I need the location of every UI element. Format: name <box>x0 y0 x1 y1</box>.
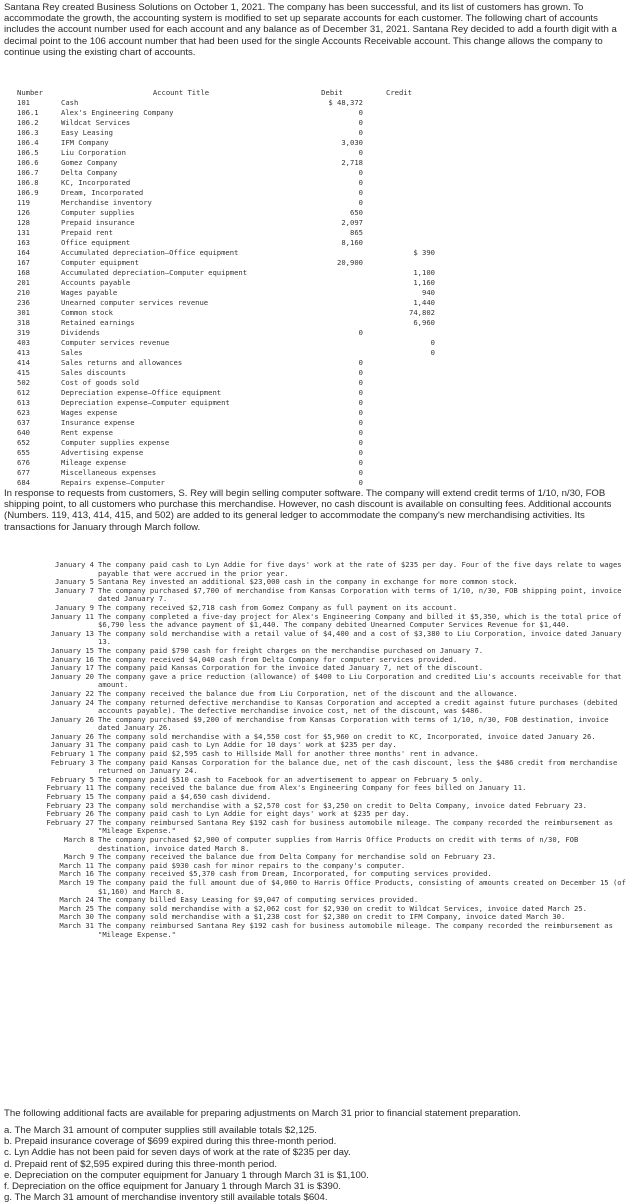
debit-value: 0 <box>358 188 363 197</box>
account-title: Rent expense <box>61 428 113 437</box>
account-number: 163 <box>17 238 30 247</box>
credit-value <box>363 188 435 198</box>
account-number: 613 <box>17 398 30 407</box>
table-row <box>17 478 437 488</box>
account-number: 164 <box>17 248 30 257</box>
credit-value <box>363 408 435 418</box>
credit-value <box>363 138 435 148</box>
account-title: Advertising expense <box>61 448 144 457</box>
debit-value: 0 <box>358 178 363 187</box>
transaction-item <box>4 630 630 647</box>
transaction-date: February 5 <box>50 774 94 784</box>
transaction-text: The company reimbursed Santana Rey $192 cash for business automobile mileage. The company recorded the reimbursement as "Mileage Expense." <box>98 817 613 836</box>
account-title: Sales discounts <box>61 368 126 377</box>
table-row <box>17 198 437 208</box>
transaction-text: The company returned defective merchandise to Kansas Corporation and accepted a credit against future purchases (debited accounts payable). The defective merchandise invoice cost, net of the discount, was $486. <box>98 697 618 716</box>
table-row <box>17 118 437 128</box>
adjustments-intro: The following additional facts are available for preparing adjustments on March 31 prior to financial statement preparation. <box>4 1108 521 1119</box>
account-title: Accumulated depreciation—Computer equipment <box>61 268 248 277</box>
debit-value: 2,718 <box>341 158 363 167</box>
table-row <box>17 388 437 398</box>
transaction-date: February 26 <box>46 809 94 819</box>
credit-value <box>363 328 435 338</box>
table-row <box>17 468 437 478</box>
transaction-text: The company billed Easy Leasing for $9,047 of computing services provided. <box>98 895 419 905</box>
table-row <box>17 418 437 428</box>
transaction-date: January 24 <box>50 697 94 707</box>
credit-value <box>363 128 435 138</box>
credit-value <box>363 228 435 238</box>
transaction-item <box>4 819 630 836</box>
account-title: Insurance expense <box>61 418 135 427</box>
transaction-text: The company sold merchandise with a $4,550 cost for $5,960 on credit to KC, Incorporated, invoice dated January 26. <box>98 731 596 741</box>
transaction-date: January 31 <box>50 740 94 750</box>
transaction-date: February 15 <box>46 792 94 802</box>
account-number: 502 <box>17 378 30 387</box>
table-row <box>17 168 437 178</box>
transaction-item <box>4 759 630 776</box>
account-number: 119 <box>17 198 30 207</box>
debit-value: 0 <box>358 428 363 437</box>
account-number: 676 <box>17 458 30 467</box>
debit-value: 0 <box>358 118 363 127</box>
header-credit: Credit <box>386 88 412 97</box>
account-title: Computer services revenue <box>61 338 170 347</box>
table-row <box>17 458 437 468</box>
credit-value <box>363 178 435 188</box>
header-number: Number <box>17 88 43 97</box>
transaction-date: January 16 <box>50 654 94 664</box>
account-number: 655 <box>17 448 30 457</box>
credit-value <box>363 218 435 228</box>
account-number: 403 <box>17 338 30 347</box>
transaction-date: March 19 <box>59 877 94 887</box>
account-title: Unearned computer services revenue <box>61 298 209 307</box>
transaction-date: February 27 <box>46 817 94 827</box>
credit-value: 6,960 <box>413 318 435 327</box>
credit-value <box>363 238 435 248</box>
account-title: IFM Company <box>61 138 109 147</box>
transaction-text: The company sold merchandise with a retail value of $4,400 and a cost of $3,380 to Liu Corporation, invoice dated January 13. <box>98 628 622 647</box>
transaction-date: February 11 <box>46 783 94 793</box>
table-row <box>17 248 437 258</box>
credit-value <box>363 438 435 448</box>
intro-paragraph: Santana Rey created Business Solutions on October 1, 2021. The company has been successful, and its list of customers has grown. To accommodate the growth, the accounting system is modified to set up separate accounts for each customer. The following chart of accounts includes the account number used for each account and any balance as of December 31, 2021. Santana Rey decided to add a fourth digit with a decimal point to the 106 account number that had been used for the single Accounts Receivable account. This change allows the company to continue using the existing chart of accounts. <box>4 2 617 58</box>
transaction-text: The company purchased $7,700 of merchandise from Kansas Corporation with terms of 1/10, n/30, FOB shipping point, invoice dated January 7. <box>98 585 622 604</box>
table-row <box>17 178 437 188</box>
table-row <box>17 278 437 288</box>
transaction-text: The company received $2,718 cash from Gomez Company as full payment on its account. <box>98 602 458 612</box>
transaction-text: The company received $4,040 cash from Delta Company for computer services provided. <box>98 654 458 664</box>
transaction-date: January 13 <box>50 628 94 638</box>
account-title: Sales returns and allowances <box>61 358 183 367</box>
account-number: 319 <box>17 328 30 337</box>
account-number: 677 <box>17 468 30 477</box>
table-row <box>17 108 437 118</box>
account-number: 131 <box>17 228 30 237</box>
transaction-text: The company gave a price reduction (allowance) of $400 to Liu Corporation and credited Liu's accounts receivable for that amount. <box>98 671 622 690</box>
account-title: Retained earnings <box>61 318 135 327</box>
account-number: 168 <box>17 268 30 277</box>
table-row <box>17 338 437 348</box>
transaction-date: February 23 <box>46 800 94 810</box>
table-row <box>17 148 437 158</box>
debit-value <box>301 338 363 348</box>
table-row <box>17 208 437 218</box>
debit-value: 0 <box>358 448 363 457</box>
account-title: Accounts payable <box>61 278 131 287</box>
table-row <box>17 228 437 238</box>
debit-value: 0 <box>358 468 363 477</box>
credit-value: 1,160 <box>413 278 435 287</box>
account-title: Depreciation expense—Office equipment <box>61 388 222 397</box>
adjustment-item: f. Depreciation on the office equipment for January 1 through March 31 is $390. <box>4 1181 341 1193</box>
account-number: 684 <box>17 478 30 487</box>
account-title: Sales <box>61 348 83 357</box>
transaction-date: March 16 <box>59 869 94 879</box>
debit-value: 0 <box>358 398 363 407</box>
account-title: Gomez Company <box>61 158 118 167</box>
account-title: Cost of goods sold <box>61 378 139 387</box>
account-number: 106.9 <box>17 188 39 197</box>
merchandising-paragraph: In response to requests from customers, S. Rey will begin selling computer software. The company will extend credit terms of 1/10, n/30, FOB shipping point, to all customers who purchase this merchandise. However, no cash discount is available on consulting fees. Additional accounts (Numbers. 119, 413, 414, 415, and 502) are added to its general ledger to accommodate the company's new merchandising activities. Its transactions for January through March follow. <box>4 488 612 533</box>
credit-value <box>363 368 435 378</box>
debit-value <box>301 298 363 308</box>
table-row <box>17 128 437 138</box>
transaction-item <box>4 699 630 716</box>
debit-value: $ 48,372 <box>328 98 363 107</box>
account-title: Merchandise inventory <box>61 198 152 207</box>
adjustment-item: g. The March 31 amount of merchandise inventory still available totals $604. <box>4 1192 328 1203</box>
debit-value: 0 <box>358 438 363 447</box>
debit-value: 0 <box>358 148 363 157</box>
debit-value <box>301 318 363 328</box>
debit-value: 0 <box>358 408 363 417</box>
account-number: 101 <box>17 98 30 107</box>
credit-value <box>363 98 435 108</box>
credit-value: 940 <box>422 288 435 297</box>
transaction-text: The company paid Kansas Corporation for the invoice dated January 7, net of the discount. <box>98 663 484 673</box>
debit-value <box>301 308 363 318</box>
table-row <box>17 408 437 418</box>
transaction-item <box>4 673 630 690</box>
adjustment-item: c. Lyn Addie has not been paid for seven days of work at the rate of $235 per day. <box>4 1147 351 1159</box>
table-row <box>17 218 437 228</box>
adjustment-item: d. Prepaid rent of $2,595 expired during this three-month period. <box>4 1158 278 1170</box>
transaction-text: The company received the balance due from Liu Corporation, net of the discount and the allowance. <box>98 688 518 698</box>
debit-value <box>301 248 363 258</box>
transaction-date: March 11 <box>59 860 94 870</box>
table-row <box>17 238 437 248</box>
account-title: Cash <box>61 98 79 107</box>
transaction-date: January 22 <box>50 688 94 698</box>
transaction-text: The company paid Kansas Corporation for the balance due, net of the cash discount, less the $486 credit from merchandise returned on January 24. <box>98 757 618 776</box>
transaction-date: March 8 <box>63 835 94 844</box>
credit-value: 1,440 <box>413 298 435 307</box>
debit-value: 650 <box>350 208 363 217</box>
table-row <box>17 368 437 378</box>
table-row <box>17 428 437 438</box>
debit-value <box>301 278 363 288</box>
transaction-text: The company reimbursed Santana Rey $192 cash for business automobile mileage. The company recorded the reimbursement as "Mileage Expense." <box>98 920 613 939</box>
account-number: 413 <box>17 348 30 357</box>
table-row <box>17 348 437 358</box>
transaction-text: The company received the balance due from Alex's Engineering Company for fees billed on January 11. <box>98 783 527 793</box>
account-number: 201 <box>17 278 30 287</box>
account-title: Wages payable <box>61 288 118 297</box>
debit-value: 2,097 <box>341 218 363 227</box>
debit-value <box>301 348 363 358</box>
account-title: Wildcat Services <box>61 118 131 127</box>
transaction-text: The company paid $510 cash to Facebook for an advertisement to appear on February 5 only. <box>98 774 484 784</box>
debit-value: 0 <box>358 128 363 137</box>
transaction-text: The company paid $2,595 cash to Hillside Mall for another three months' rent in advance. <box>98 749 479 759</box>
header-debit: Debit <box>321 88 343 97</box>
table-row <box>17 158 437 168</box>
account-number: 210 <box>17 288 30 297</box>
account-number: 106.1 <box>17 108 39 117</box>
account-number: 126 <box>17 208 30 217</box>
debit-value: 0 <box>358 168 363 177</box>
credit-value: 0 <box>430 348 435 357</box>
account-title: Delta Company <box>61 168 118 177</box>
transaction-text: The company purchased $2,900 of computer supplies from Harris Office Products on credit with terms of n/30, FOB destination, invoice dated March 8. <box>98 835 579 853</box>
transaction-date: January 17 <box>50 663 94 673</box>
transaction-text: The company paid cash to Lyn Addie for five days' work at the rate of $235 per day. Four of the five days relate to wages payable that were accrued in the prior year. <box>98 560 622 578</box>
credit-value <box>363 198 435 208</box>
adjustment-item: e. Depreciation on the computer equipment for January 1 through March 31 is $1,100. <box>4 1169 369 1181</box>
account-title: KC, Incorporated <box>61 178 131 187</box>
credit-value <box>363 458 435 468</box>
table-row <box>17 358 437 368</box>
account-number: 318 <box>17 318 30 327</box>
transaction-date: January 26 <box>50 714 94 724</box>
transactions-list <box>4 561 630 939</box>
credit-value <box>363 388 435 398</box>
transaction-item <box>4 613 630 630</box>
transaction-item <box>4 879 630 896</box>
account-number: 106.2 <box>17 118 39 127</box>
transaction-date: January 4 <box>55 560 94 569</box>
transaction-date: March 24 <box>59 895 94 905</box>
adjustment-item: b. Prepaid insurance coverage of $699 expired during this three-month period. <box>4 1136 337 1148</box>
account-title: Common stock <box>61 308 113 317</box>
account-number: 106.5 <box>17 148 39 157</box>
account-number: 167 <box>17 258 30 267</box>
account-title: Liu Corporation <box>61 148 126 157</box>
transaction-text: The company paid cash to Lyn Addie for 10 days' work at $235 per day. <box>98 740 397 750</box>
transaction-date: March 9 <box>63 852 94 862</box>
debit-value: 20,900 <box>337 258 363 267</box>
transaction-date: January 9 <box>55 602 94 612</box>
account-number: 414 <box>17 358 30 367</box>
debit-value <box>301 288 363 298</box>
transaction-text: The company paid $930 cash for minor repairs to the company's computer. <box>98 860 406 870</box>
account-title: Prepaid rent <box>61 228 113 237</box>
account-title: Computer supplies <box>61 208 135 217</box>
transaction-date: March 30 <box>59 912 94 922</box>
transaction-text: The company sold merchandise with a $1,238 cost for $2,380 on credit to IFM Company, invoice dated March 30. <box>98 912 566 922</box>
table-row <box>17 378 437 388</box>
table-row <box>17 308 437 318</box>
debit-value: 0 <box>358 388 363 397</box>
transaction-date: January 15 <box>50 645 94 655</box>
account-title: Computer supplies expense <box>61 438 170 447</box>
transaction-text: The company received $5,370 cash from Dream, Incorporated, for computing services provided. <box>98 869 492 879</box>
transaction-date: January 11 <box>50 611 94 621</box>
credit-value: $ 390 <box>413 248 435 257</box>
account-title: Dream, Incorporated <box>61 188 144 197</box>
transaction-text: The company paid the full amount due of $4,060 to Harris Office Products, consisting of amounts created on December 15 (of $1,160) and March 8. <box>98 877 626 896</box>
debit-value: 0 <box>358 198 363 207</box>
account-number: 301 <box>17 308 30 317</box>
credit-value <box>363 168 435 178</box>
transaction-text: The company paid cash to Lyn Addie for eight days' work at $235 per day. <box>98 809 410 819</box>
credit-value <box>363 418 435 428</box>
account-number: 106.3 <box>17 128 39 137</box>
table-row <box>17 98 437 108</box>
transaction-text: The company paid a $4,650 cash dividend. <box>98 792 272 802</box>
credit-value <box>363 208 435 218</box>
account-number: 106.7 <box>17 168 39 177</box>
account-title: Repairs expense—Computer <box>61 478 165 487</box>
transaction-text: The company received the balance due from Delta Company for merchandise sold on February 23. <box>98 852 497 862</box>
debit-value: 8,160 <box>341 238 363 247</box>
table-row <box>17 328 437 338</box>
table-row <box>17 318 437 328</box>
account-number: 236 <box>17 298 30 307</box>
account-number: 106.4 <box>17 138 39 147</box>
account-title: Wages expense <box>61 408 118 417</box>
transaction-text: The company sold merchandise with a $2,570 cost for $3,250 on credit to Delta Company, invoice dated February 23. <box>98 800 587 810</box>
account-number: 106.6 <box>17 158 39 167</box>
transaction-date: January 5 <box>55 577 94 587</box>
account-title: Computer equipment <box>61 258 139 267</box>
transaction-date: January 20 <box>50 671 94 681</box>
chart-of-accounts-table <box>17 88 437 488</box>
account-title: Accumulated depreciation—Office equipment <box>61 248 239 257</box>
credit-value <box>363 448 435 458</box>
credit-value <box>363 398 435 408</box>
transaction-date: January 7 <box>55 585 94 595</box>
debit-value: 0 <box>358 478 363 487</box>
debit-value: 0 <box>358 378 363 387</box>
debit-value: 0 <box>358 328 363 337</box>
credit-value <box>363 258 435 268</box>
transaction-date: February 3 <box>50 757 94 767</box>
transaction-text: The company purchased $9,200 of merchandise from Kansas Corporation with terms of 1/10, n/30, FOB destination, invoice dated January 26. <box>98 714 609 733</box>
credit-value <box>363 428 435 438</box>
transaction-text: The company completed a five-day project for Alex's Engineering Company and billed it $5,350, which is the total price of $6,790 less the advance payment of $1,440. The company debited Unearned Computer Services Revenue for $1,440. <box>98 611 622 630</box>
account-number: 640 <box>17 428 30 437</box>
credit-value <box>363 478 435 488</box>
transaction-item <box>4 922 630 939</box>
transaction-item <box>4 561 630 578</box>
table-header-row <box>17 88 437 98</box>
account-title: Alex's Engineering Company <box>61 108 174 117</box>
debit-value: 0 <box>358 368 363 377</box>
credit-value <box>363 148 435 158</box>
table-body <box>17 98 437 488</box>
transaction-date: March 25 <box>59 903 94 913</box>
account-title: Mileage expense <box>61 458 126 467</box>
table-row <box>17 288 437 298</box>
adjustments-list <box>4 1125 628 1203</box>
transaction-item <box>4 716 630 733</box>
credit-value <box>363 118 435 128</box>
account-title: Office equipment <box>61 238 131 247</box>
credit-value <box>363 358 435 368</box>
transaction-date: March 31 <box>59 920 94 930</box>
transaction-date: February 1 <box>50 749 94 759</box>
debit-value: 0 <box>358 458 363 467</box>
debit-value: 0 <box>358 418 363 427</box>
account-title: Dividends <box>61 328 100 337</box>
transaction-text: The company sold merchandise with a $2,062 cost for $2,930 on credit to Wildcat Services, invoice dated March 25. <box>98 903 587 913</box>
credit-value <box>363 108 435 118</box>
credit-value <box>363 378 435 388</box>
debit-value: 865 <box>350 228 363 237</box>
debit-value: 0 <box>358 108 363 117</box>
table-row <box>17 188 437 198</box>
account-number: 106.8 <box>17 178 39 187</box>
table-row <box>17 258 437 268</box>
account-number: 623 <box>17 408 30 417</box>
table-row <box>17 268 437 278</box>
account-number: 128 <box>17 218 30 227</box>
credit-value: 0 <box>430 338 435 347</box>
table-row <box>17 398 437 408</box>
debit-value <box>301 268 363 278</box>
account-title: Depreciation expense—Computer equipment <box>61 398 230 407</box>
account-number: 612 <box>17 388 30 397</box>
account-title: Miscellaneous expenses <box>61 468 157 477</box>
account-title: Easy Leasing <box>61 128 113 137</box>
table-row <box>17 448 437 458</box>
credit-value: 1,100 <box>413 268 435 277</box>
debit-value: 3,030 <box>341 138 363 147</box>
credit-value: 74,802 <box>409 308 435 317</box>
transaction-text: The company paid $790 cash for freight charges on the merchandise purchased on January 7. <box>98 645 484 655</box>
account-title: Prepaid insurance <box>61 218 135 227</box>
header-account-title: Account Title <box>152 88 210 97</box>
credit-value <box>363 158 435 168</box>
account-number: 652 <box>17 438 30 447</box>
account-number: 637 <box>17 418 30 427</box>
credit-value <box>363 468 435 478</box>
debit-value: 0 <box>358 358 363 367</box>
transaction-item <box>4 836 630 853</box>
table-row <box>17 138 437 148</box>
adjustment-item: a. The March 31 amount of computer supplies still available totals $2,125. <box>4 1125 317 1136</box>
transaction-text: Santana Rey invested an additional $23,000 cash in the company in exchange for more common stock. <box>98 577 518 587</box>
table-row <box>17 298 437 308</box>
table-row <box>17 438 437 448</box>
transaction-item <box>4 587 630 604</box>
transaction-date: January 26 <box>50 731 94 741</box>
account-number: 415 <box>17 368 30 377</box>
